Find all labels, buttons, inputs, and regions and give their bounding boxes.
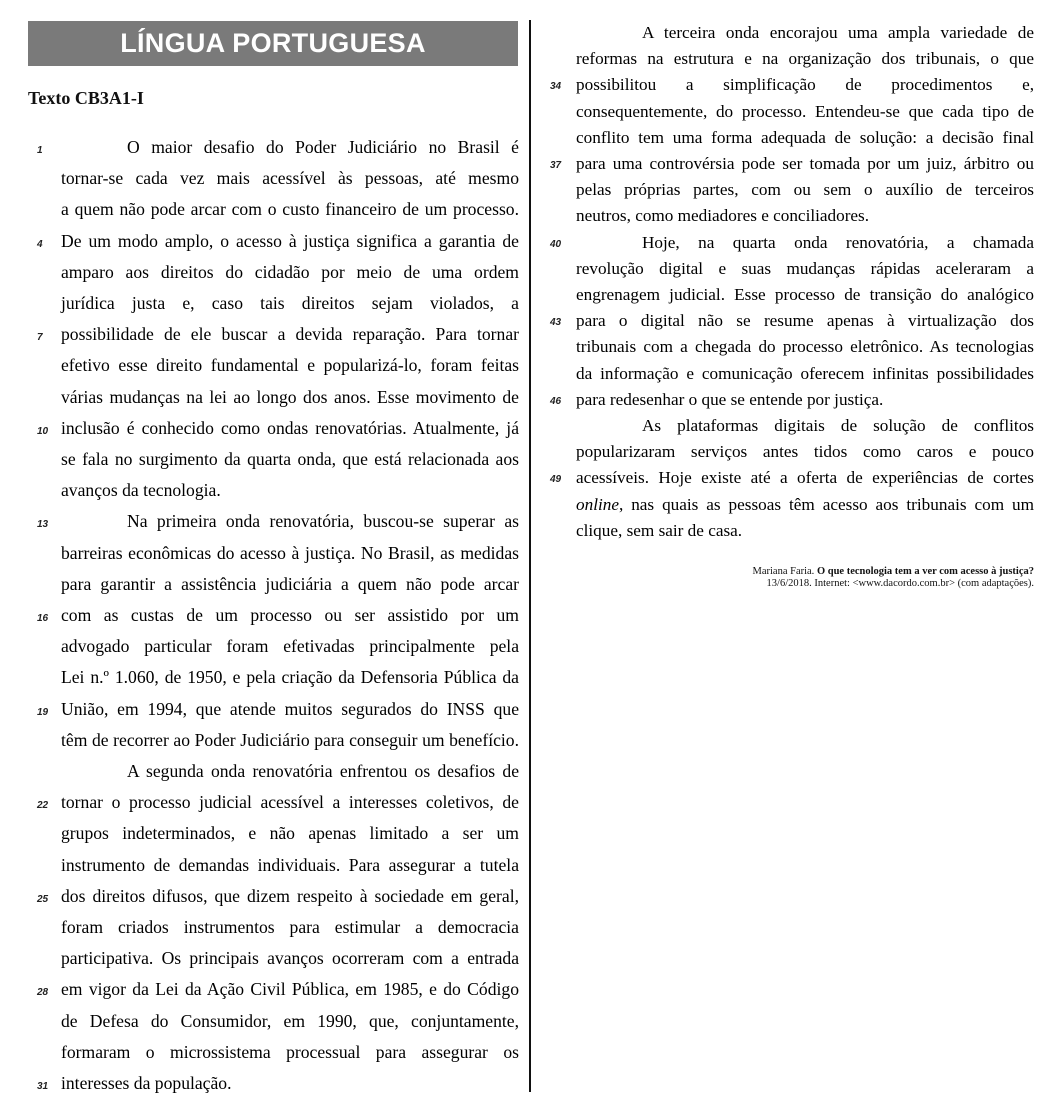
text-line: possibilitou a simplificação de procedimentos e, [576,75,1034,95]
text-line: avanços da tecnologia. [61,480,221,501]
source-citation [576,566,1034,589]
text-line: Hoje, na quarta onda renovatória, a chamada [642,232,1034,252]
line-number: 10 [37,425,49,437]
line-number: 49 [550,474,562,486]
line-number: 16 [37,613,49,624]
text-line: participativa. Os principais avanços ocorreram com a entrada [61,948,519,969]
text-line: formaram o microssistema processual para assegurar os [61,1041,519,1062]
line-number: 28 [37,987,49,999]
text-line: com as custas de um processo ou ser assistido por um [61,605,519,625]
source-details: 13/6/2018. Internet: <www.dacordo.com.br> (com adaptações). [766,578,1034,589]
text-line: O maior desafio do Poder Judiciário no Brasil é [127,137,519,157]
text-line: para redesenhar o que se entende por justiça. [576,389,884,409]
line-number: 34 [550,81,562,93]
text-line: De um modo amplo, o acesso à justiça significa a garantia de [61,230,519,251]
text-line: para uma controvérsia pode ser tomada por um juiz, árbitro ou [576,154,1034,173]
text-line: barreiras econômicas do acesso à justiça. No Brasil, as medidas [61,542,519,563]
text-line: Lei n.º 1.060, de 1950, e pela criação da Defensoria Pública da [61,667,519,688]
text-line: revolução digital e suas mudanças rápidas aceleraram a [576,258,1034,278]
section-title: LÍNGUA PORTUGUESA [120,28,426,58]
text-label: Texto CB3A1-I [28,88,144,108]
text-line: acessíveis. Hoje existe até a oferta de experiências de cortes [576,468,1034,488]
text-line: A terceira onda encorajou uma ampla variedade de [642,23,1034,42]
line-number: 43 [550,317,562,329]
column-divider [529,20,531,1092]
text-line: da informação e comunicação oferecem infinitas possibilidades [576,363,1034,383]
text-line: advogado particular foram efetivadas principalmente pela [61,636,519,657]
text-line: tornar-se cada vez mais acessível às pessoas, até mesmo [61,168,519,189]
text-line: consequentemente, do processo. Entendeu-se que cada tipo de [576,101,1034,121]
text-line: várias mudanças na lei ao longo dos anos. Esse movimento de [61,386,519,407]
text-line: se fala no surgimento da quarta onda, que está relacionada aos [61,449,519,469]
text-line: para garantir a assistência judiciária a quem não pode arcar [61,573,519,594]
text-line: online, nas quais as pessoas têm acesso aos tribunais com um [576,494,1034,514]
text-line: grupos indeterminados, e não apenas limitado a ser um [61,823,519,844]
line-number: 31 [37,1081,49,1092]
text-line: reformas na estrutura e na organização dos tribunais, o que [576,49,1034,69]
line-number: 46 [550,395,562,407]
line-number: 40 [550,238,562,250]
line-number: 37 [550,160,562,171]
text-line: dos direitos difusos, que dizem respeito à sociedade em geral, [61,885,519,906]
text-line: para o digital não se resume apenas à virtualização dos [576,311,1034,331]
source-author: Mariana Faria. [752,566,815,577]
line-number: 7 [37,332,43,344]
text-line: engrenagem judicial. Esse processo de transição do analógico [576,285,1034,304]
text-line: interesses da população. [61,1073,232,1093]
text-line: foram criados instrumentos para estimular a democracia [61,917,519,937]
text-line: As plataformas digitais de solução de conflitos [642,416,1034,435]
text-line: efetivo esse direito fundamental e popularizá-lo, foram feitas [61,355,519,376]
text-line: possibilidade de ele buscar a devida reparação. Para tornar [61,324,519,345]
text-line: clique, sem sair de casa. [576,520,743,540]
text-line: Na primeira onda renovatória, buscou-se superar as [127,511,519,532]
line-number: 19 [37,706,49,718]
text-line: de Defesa do Consumidor, em 1990, que, conjuntamente, [61,1010,519,1031]
text-line: tribunais com a chegada do processo eletrônico. As tecnologias [576,337,1034,357]
text-line: amparo aos direitos do cidadão por meio de uma ordem [61,261,519,282]
text-line: instrumento de demandas individuais. Para assegurar a tutela [61,854,519,875]
source-title: O que tecnologia tem a ver com acesso à justiça? [816,566,1034,577]
line-number: 13 [37,519,49,531]
text-line: pelas próprias partes, com ou sem o auxílio de terceiros [576,180,1034,200]
text-line: A segunda onda renovatória enfrentou os desafios de [127,761,519,781]
line-number: 22 [37,800,49,812]
text-line: conflito tem uma forma adequada de solução: a decisão final [576,127,1034,147]
text-line: União, em 1994, que atende muitos segurados do INSS que [61,698,519,719]
text-line: tornar o processo judicial acessível a interesses coletivos, de [61,792,519,813]
text-line: popularizaram serviços antes tidos como caros e pouco [576,442,1034,462]
text-line: a quem não pode arcar com o custo financeiro de um processo. [61,199,519,220]
text-line: têm de recorrer ao Poder Judiciário para conseguir um benefício. [61,729,519,750]
text-line: jurídica justa e, caso tais direitos sejam violados, a [61,293,519,313]
line-number: 4 [37,238,43,250]
line-number: 25 [37,893,49,905]
text-line: neutros, como mediadores e conciliadores. [576,206,870,226]
line-number: 1 [37,145,43,156]
section-header [28,21,518,66]
text-line: em vigor da Lei da Ação Civil Pública, em 1985, e do Código [61,979,519,1000]
text-line: inclusão é conhecido como ondas renovatórias. Atualmente, já [61,417,519,438]
